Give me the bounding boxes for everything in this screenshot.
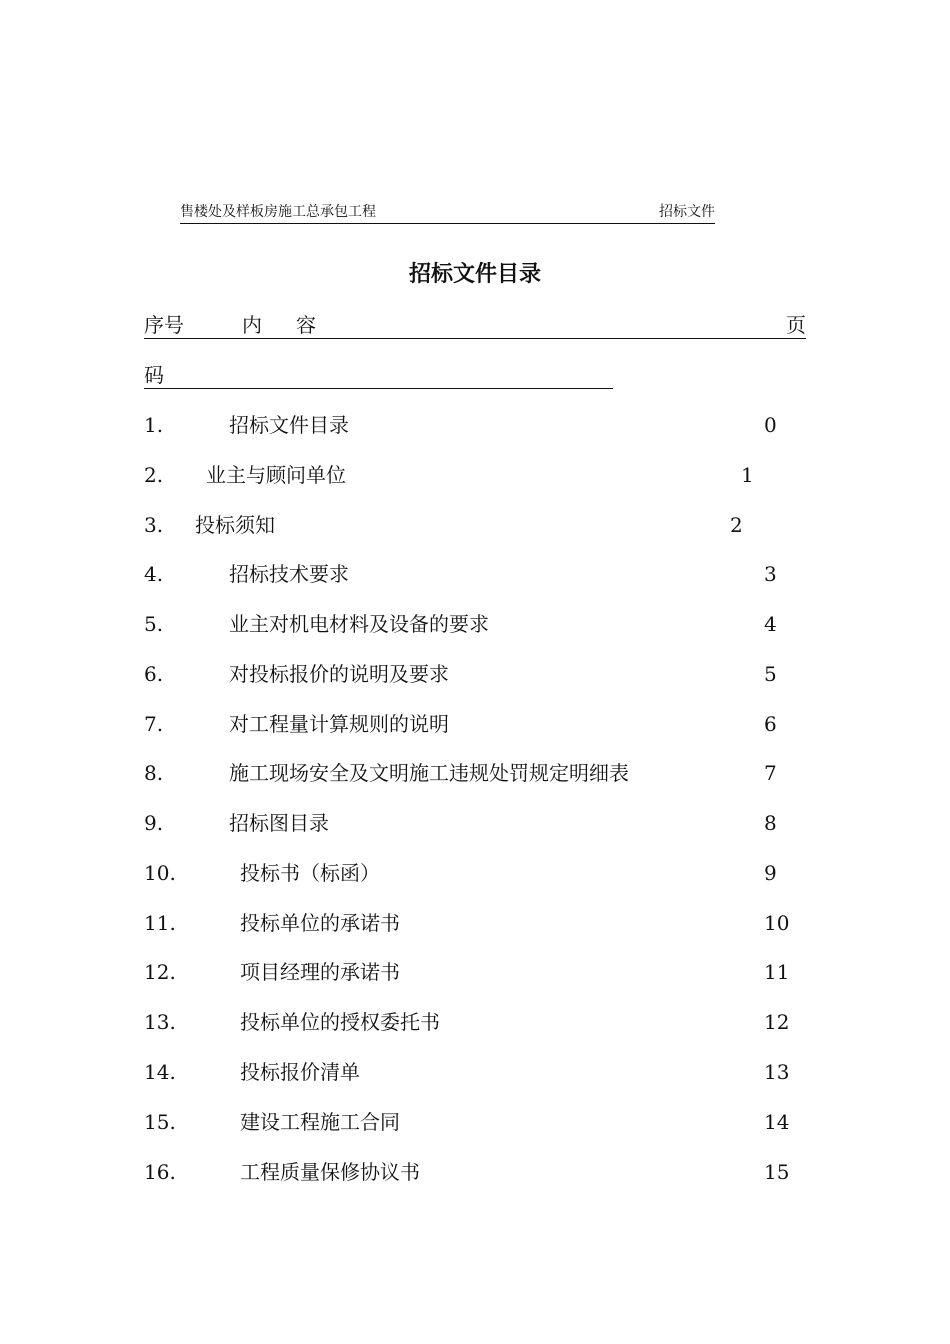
entry-title: 招标图目录 <box>229 811 329 835</box>
entry-number: 3. <box>144 513 164 537</box>
entry-page: 7 <box>764 761 777 785</box>
column-page-label-part1: 页 <box>786 313 806 337</box>
toc-entry <box>144 560 824 588</box>
entry-number: 14. <box>144 1060 176 1084</box>
header-doc-type: 招标文件 <box>659 204 715 220</box>
toc-entry <box>144 1158 824 1186</box>
entry-number: 1. <box>144 413 164 437</box>
column-seq-label: 序号 <box>144 313 184 337</box>
entry-title: 对投标报价的说明及要求 <box>229 662 449 686</box>
toc-entry <box>144 1058 824 1086</box>
entry-page: 2 <box>730 513 743 537</box>
toc-entry <box>144 461 824 489</box>
entry-number: 6. <box>144 662 164 686</box>
running-header <box>180 203 715 224</box>
toc-entry <box>144 759 824 787</box>
entry-number: 5. <box>144 612 164 636</box>
toc-entry <box>144 809 824 837</box>
toc-entry <box>144 1108 824 1136</box>
toc-column-header-continued <box>144 362 613 389</box>
header-project-name: 售楼处及样板房施工总承包工程 <box>180 204 376 220</box>
entry-page: 8 <box>764 811 777 835</box>
entry-title: 对工程量计算规则的说明 <box>229 712 449 736</box>
entry-number: 4. <box>144 562 164 586</box>
entry-page: 10 <box>764 911 790 935</box>
entry-page: 4 <box>764 612 777 636</box>
toc-entry <box>144 610 824 638</box>
toc-entry <box>144 710 824 738</box>
entry-title: 投标单位的承诺书 <box>240 911 400 935</box>
entry-number: 8. <box>144 761 164 785</box>
toc-entry <box>144 411 824 439</box>
toc-entry <box>144 958 824 986</box>
entry-page: 12 <box>764 1010 790 1034</box>
entry-title: 投标须知 <box>195 513 275 537</box>
entry-title: 招标技术要求 <box>229 562 349 586</box>
toc-entry <box>144 660 824 688</box>
toc-entry <box>144 909 824 937</box>
entry-number: 11. <box>144 911 176 935</box>
entry-number: 2. <box>144 463 164 487</box>
toc-entry <box>144 859 824 887</box>
entry-number: 7. <box>144 712 164 736</box>
entry-page: 0 <box>764 413 777 437</box>
entry-title: 建设工程施工合同 <box>240 1110 400 1134</box>
entry-title: 业主与顾问单位 <box>206 463 346 487</box>
entry-page: 11 <box>764 960 790 984</box>
page-title: 招标文件目录 <box>408 262 541 287</box>
entry-number: 9. <box>144 811 164 835</box>
entry-title: 业主对机电材料及设备的要求 <box>229 612 489 636</box>
entry-number: 13. <box>144 1010 176 1034</box>
entry-number: 12. <box>144 960 176 984</box>
entry-page: 1 <box>741 463 754 487</box>
entry-number: 15. <box>144 1110 176 1134</box>
entry-page: 14 <box>764 1110 790 1134</box>
entry-number: 16. <box>144 1160 176 1184</box>
entry-page: 9 <box>764 861 777 885</box>
entry-title: 招标文件目录 <box>229 413 349 437</box>
entry-page: 5 <box>764 662 777 686</box>
toc-entry <box>144 511 824 539</box>
entry-title: 投标报价清单 <box>240 1060 360 1084</box>
entry-title: 工程质量保修协议书 <box>240 1160 420 1184</box>
column-page-label-part2: 码 <box>144 363 164 387</box>
column-content-label: 内容 <box>242 313 350 337</box>
entry-title: 投标单位的授权委托书 <box>240 1010 440 1034</box>
entry-page: 6 <box>764 712 777 736</box>
entry-page: 3 <box>764 562 777 586</box>
entry-title: 施工现场安全及文明施工违规处罚规定明细表 <box>229 761 629 785</box>
toc-column-header <box>144 312 806 339</box>
entry-title: 投标书（标函） <box>240 861 380 885</box>
toc-entry <box>144 1008 824 1036</box>
entry-title: 项目经理的承诺书 <box>240 960 400 984</box>
entry-page: 13 <box>764 1060 790 1084</box>
entry-page: 15 <box>764 1160 790 1184</box>
entry-number: 10. <box>144 861 176 885</box>
